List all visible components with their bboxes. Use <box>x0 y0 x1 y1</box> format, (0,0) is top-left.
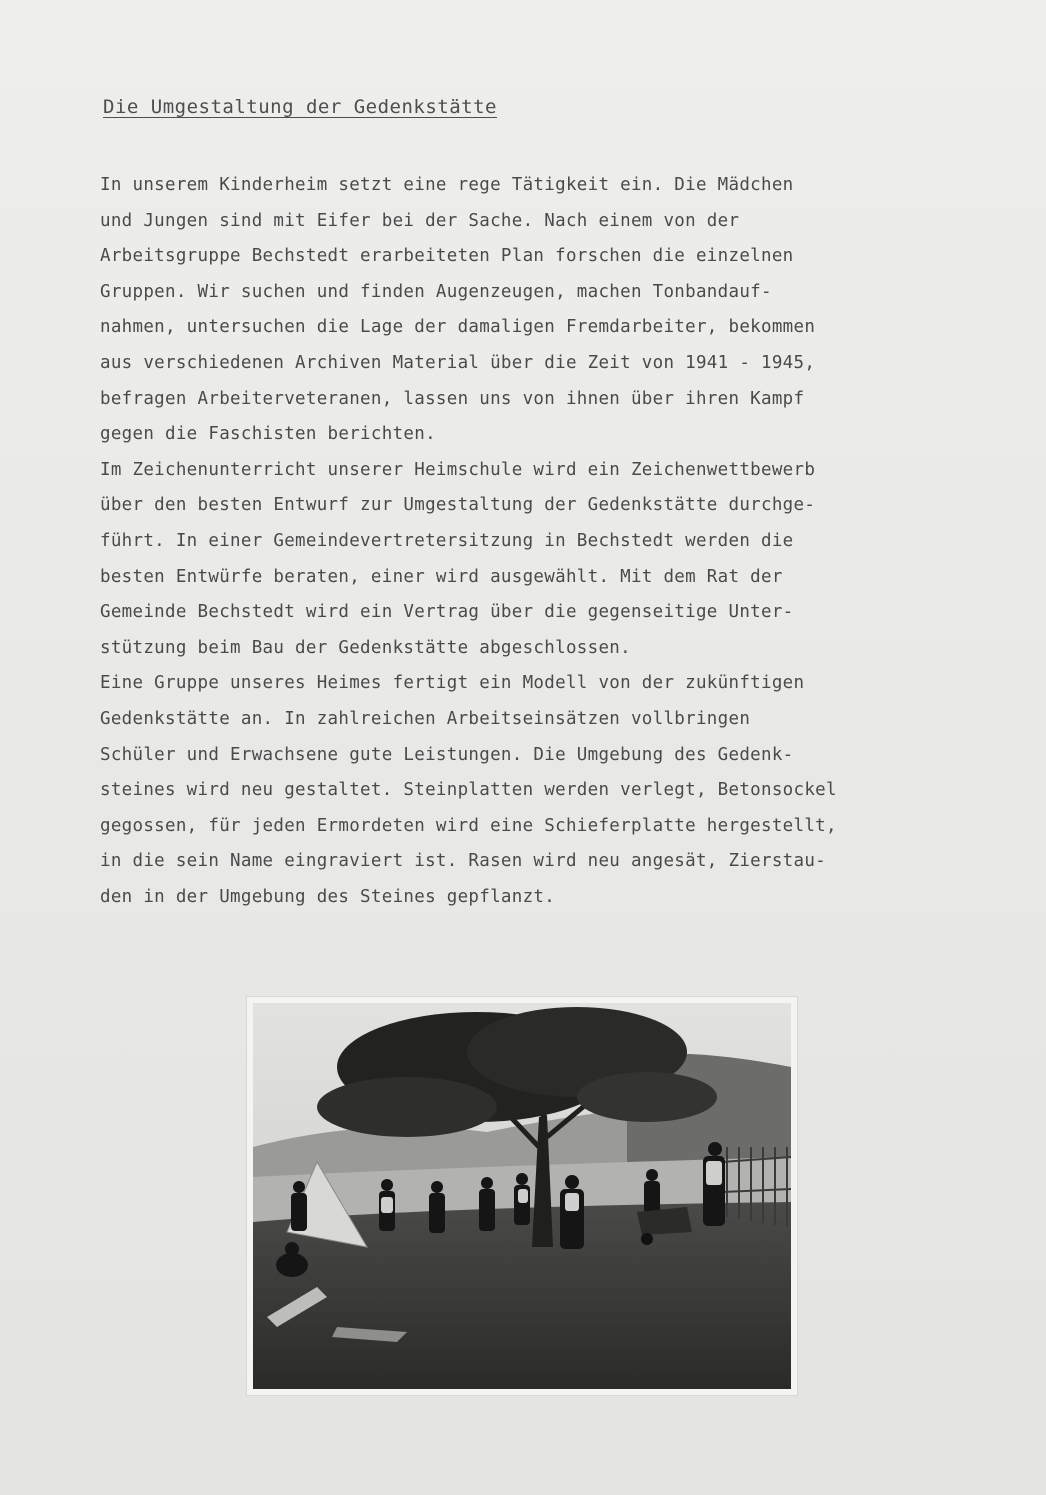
text-line: Gemeinde Bechstedt wird ein Vertrag über die gegenseitige Unter- <box>100 602 794 623</box>
text-line: gegen die Faschisten berichten. <box>100 424 436 445</box>
text-line: Eine Gruppe unseres Heimes fertigt ein Modell von der zukünftigen <box>100 673 805 694</box>
body-text <box>100 168 1000 915</box>
text-line: befragen Arbeiterveteranen, lassen uns von ihnen über ihren Kampf <box>100 388 805 409</box>
document-heading: Die Umgestaltung der Gedenkstätte <box>103 96 497 118</box>
text-line: besten Entwürfe beraten, einer wird ausgewählt. Mit dem Rat der <box>100 566 783 587</box>
text-line: und Jungen sind mit Eifer bei der Sache. Nach einem von der <box>100 210 740 231</box>
text-line: Schüler und Erwachsene gute Leistungen. Die Umgebung des Gedenk- <box>100 744 794 765</box>
text-line: Gruppen. Wir suchen und finden Augenzeugen, machen Tonbandauf- <box>100 281 772 302</box>
text-line: Arbeitsgruppe Bechstedt erarbeiteten Plan forschen die einzelnen <box>100 246 794 267</box>
text-line: über den besten Entwurf zur Umgestaltung der Gedenkstätte durchge- <box>100 495 816 516</box>
text-line: stützung beim Bau der Gedenkstätte abgeschlossen. <box>100 637 631 658</box>
text-line: nahmen, untersuchen die Lage der damaligen Fremdarbeiter, bekommen <box>100 317 816 338</box>
text-line: gegossen, für jeden Ermordeten wird eine Schieferplatte hergestellt, <box>100 815 837 836</box>
text-line: Im Zeichenunterricht unserer Heimschule wird ein Zeichenwettbewerb <box>100 459 816 480</box>
text-line: in die sein Name eingraviert ist. Rasen wird neu angesät, Zierstau- <box>100 851 827 872</box>
photograph <box>247 997 797 1395</box>
text-line: In unserem Kinderheim setzt eine rege Tätigkeit ein. Die Mädchen <box>100 175 794 195</box>
text-line: Gedenkstätte an. In zahlreichen Arbeitseinsätzen vollbringen <box>100 708 751 729</box>
text-line: aus verschiedenen Archiven Material über die Zeit von 1941 - 1945, <box>100 352 816 373</box>
text-line: den in der Umgebung des Steines gepflanzt. <box>100 886 556 907</box>
text-line: steines wird neu gestaltet. Steinplatten werden verlegt, Betonsockel <box>100 780 837 801</box>
text-line: führt. In einer Gemeindevertretersitzung in Bechstedt werden die <box>100 530 794 551</box>
work-scene-photo <box>247 997 797 1395</box>
